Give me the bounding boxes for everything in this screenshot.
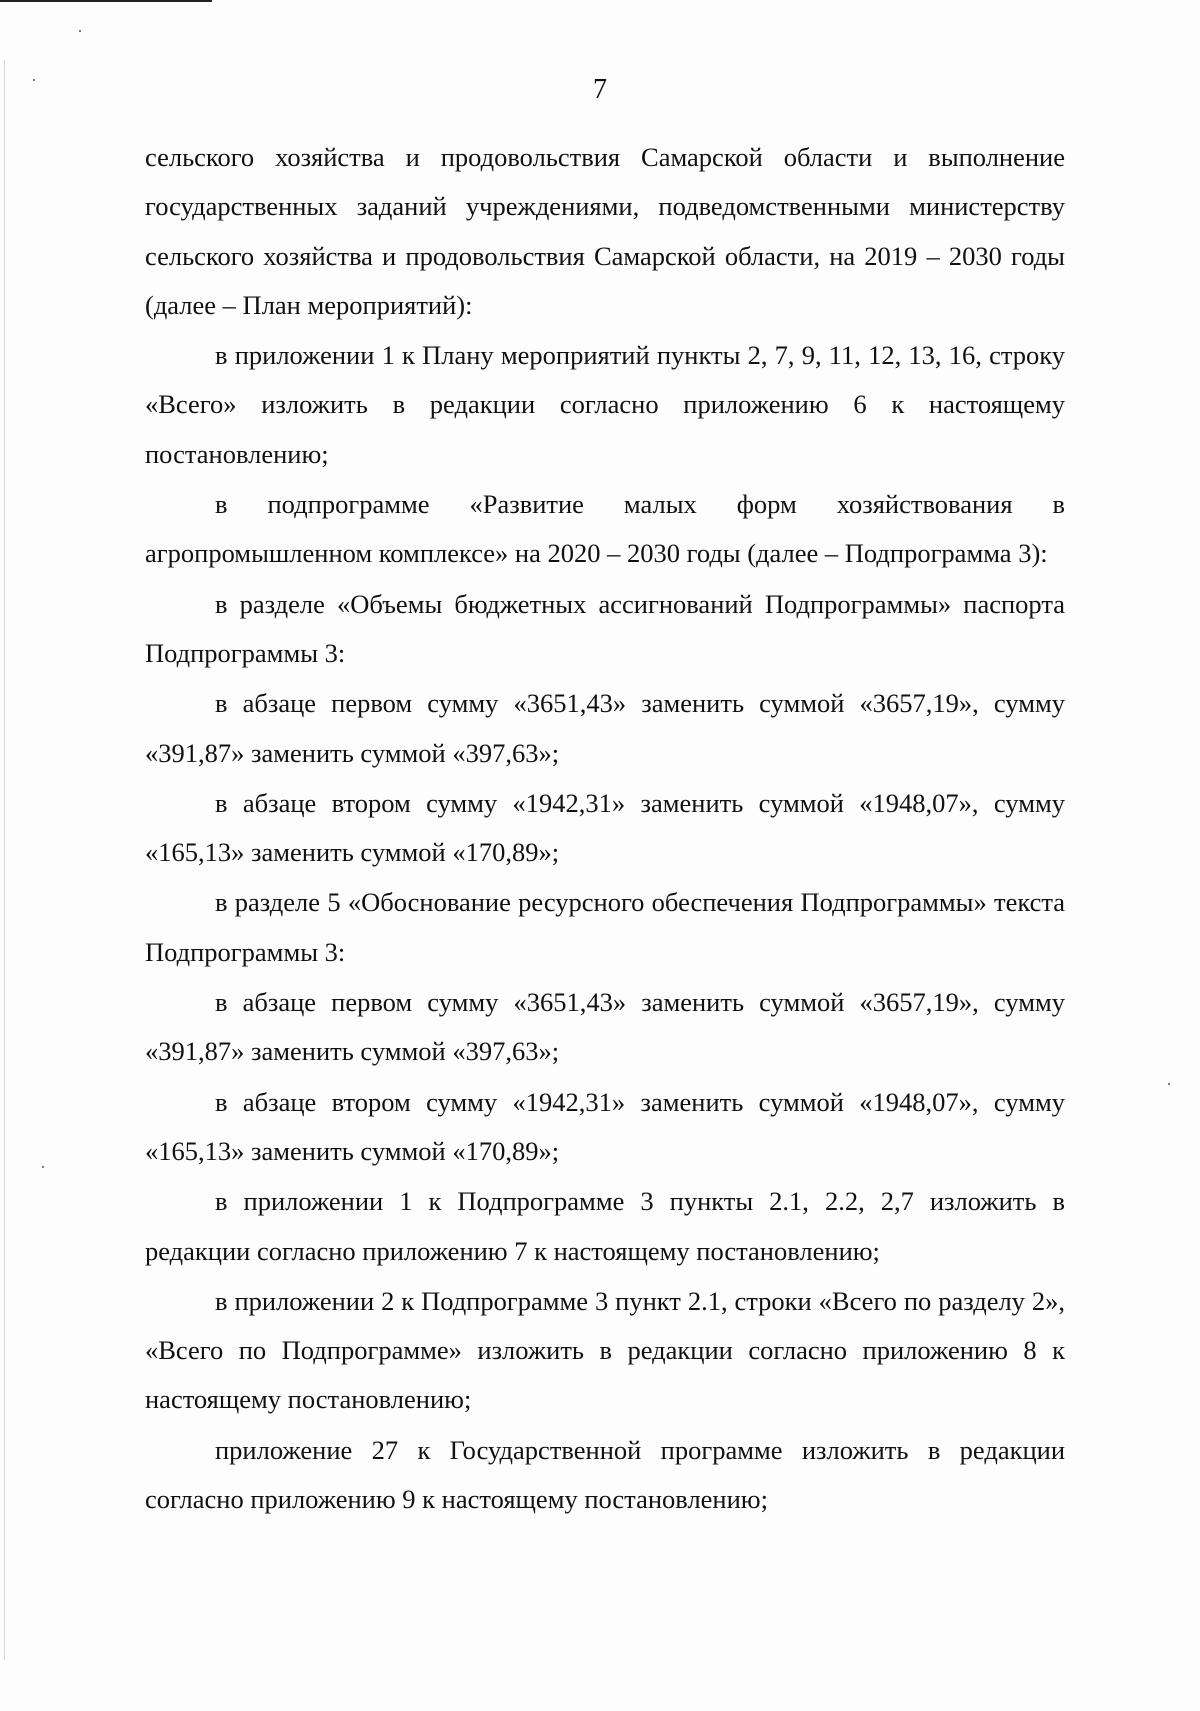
paragraph: в абзаце втором сумму «1942,31» заменить суммой «1948,07», сумму «165,13» заменить суммой «170,89»;: [145, 787, 1065, 868]
scan-left-edge: [4, 60, 5, 1660]
scan-border-line: [0, 0, 212, 2]
paragraph: в подпрограмме «Развитие малых форм хозяйствования в агропромышленном комплексе» на 2020 – 2030 годы (далее – Подпрограмма 3):: [145, 489, 1065, 569]
paragraph: в приложении 1 к Плану мероприятий пункты 2, 7, 9, 11, 12, 13, 16, строку «Всего» изложить в редакции согласно приложению 6 к настоящему постановлению;: [145, 340, 1065, 469]
paragraph: в абзаце втором сумму «1942,31» заменить суммой «1948,07», сумму «165,13» заменить суммой «170,89»;: [145, 1086, 1065, 1166]
paragraph: в абзаце первом сумму «3651,43» заменить суммой «3657,19», сумму «391,87» заменить суммой «397,63»;: [145, 987, 1065, 1067]
paragraph-continuation: сельского хозяйства и продовольствия Самарской области и выполнение государственных заданий учреждениями, подведомственными министерству сельского хозяйства и продовольствия Самарской области, на 2019 – 2030 годы (далее – План мероприятий):: [145, 142, 1065, 320]
paragraph: в приложении 1 к Подпрограмме 3 пункты 2.1, 2.2, 2,7 изложить в редакции согласно приложению 7 к настоящему постановлению;: [145, 1186, 1065, 1266]
paragraph: в приложении 2 к Подпрограмме 3 пункт 2.1, строки «Всего по разделу 2», «Всего по Подпрограмме» изложить в редакции согласно приложению 8 к настоящему постановлению;: [145, 1285, 1065, 1415]
page-number: 7: [593, 74, 607, 105]
scan-speck: [79, 30, 81, 32]
paragraph: в разделе «Объемы бюджетных ассигнований Подпрограммы» паспорта Подпрограммы 3:: [145, 588, 1065, 668]
paragraph: приложение 27 к Государственной программе изложить в редакции согласно приложению 9 к настоящему постановлению;: [145, 1434, 1065, 1515]
document-body: [145, 133, 1065, 1525]
scan-speck: [1168, 1083, 1170, 1085]
scan-speck: [42, 1166, 44, 1168]
paragraph: в абзаце первом сумму «3651,43» заменить суммой «3657,19», сумму «391,87» заменить суммой «397,63»;: [145, 688, 1065, 768]
paragraph: в разделе 5 «Обоснование ресурсного обеспечения Подпрограммы» текста Подпрограммы 3:: [145, 887, 1065, 967]
